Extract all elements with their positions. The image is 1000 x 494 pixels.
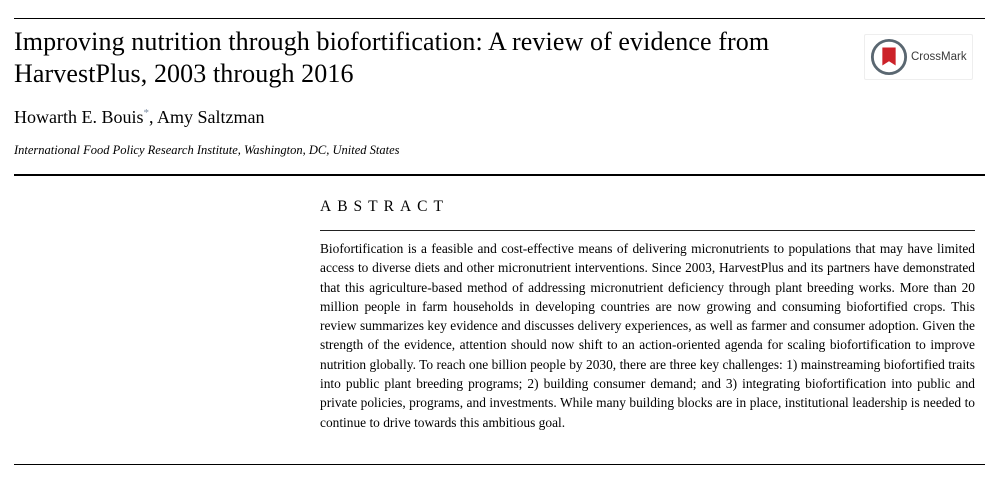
- abstract-text: Biofortification is a feasible and cost-effective means of delivering micronutrients to populations that may have limited access to diverse diets and other micronutrient interventions. Since 2003, HarvestPlus and its partners have demonstrated that this agriculture-based method of addressing micronutrient deficiency through plant breeding works. More than 20 million people in farm households in developing countries are now growing and consuming biofortified crops. This review summarizes key evidence and discusses delivery experiences, as well as farmer and consumer adoption. Given the strength of the evidence, attention should now shift to an action-oriented agenda for scaling biofortification to improve nutrition globally. To reach one billion people by 2030, there are three key challenges: 1) mainstreaming biofortified traits into public plant breeding programs; 2) building consumer demand; and 3) integrating biofortification into public and private policies, programs, and investments. While many building blocks are in place, institutional leadership is needed to continue to drive towards this ambitious goal.: [320, 241, 975, 430]
- page-title: Improving nutrition through biofortification: A review of evidence from HarvestPlus, 2003 through 2016: [14, 27, 770, 88]
- abstract-heading: ABSTRACT: [320, 198, 449, 215]
- corresponding-author-marker[interactable]: *: [143, 107, 149, 119]
- header-divider: [14, 174, 985, 176]
- crossmark-badge[interactable]: [864, 34, 973, 80]
- author-name: Amy Saltzman: [157, 107, 265, 127]
- top-rule: [14, 18, 985, 19]
- crossmark-label: CrossMark: [911, 51, 967, 63]
- bottom-rule: [14, 464, 985, 465]
- authors-separator: ,: [149, 107, 158, 127]
- abstract-divider: [320, 230, 975, 231]
- authors-line: [14, 106, 265, 128]
- crossmark-icon: [870, 38, 908, 76]
- affiliation: International Food Policy Research Institute, Washington, DC, United States: [14, 143, 400, 157]
- author-name: Howarth E. Bouis: [14, 107, 144, 127]
